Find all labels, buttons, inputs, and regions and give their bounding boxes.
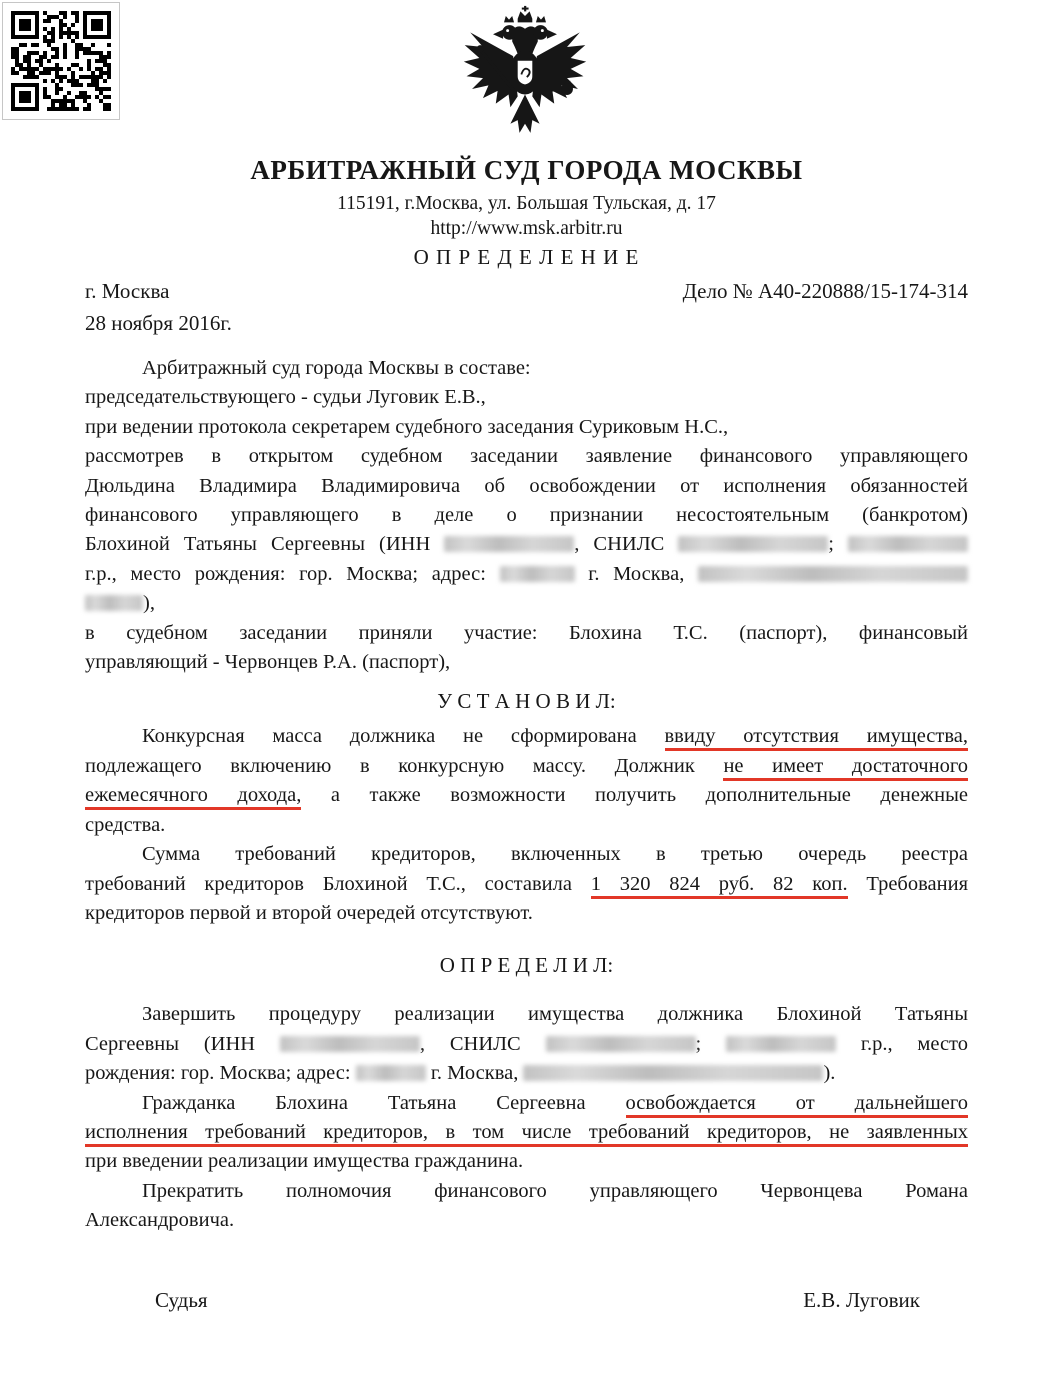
document-type-title: О П Р Е Д Е Л Е Н И Е (413, 245, 640, 269)
text-segment: Прекратить полномочия финансового управляющего Червонцева Романа (142, 1179, 968, 1202)
document-line (85, 472, 968, 501)
judge-name: Е.В. Луговик (803, 1287, 920, 1312)
document-line (85, 752, 968, 781)
document-line (85, 899, 968, 928)
text-segment: а также возможности получить дополнительные денежные (301, 784, 968, 807)
text-segment: Александровича. (85, 1209, 235, 1232)
signature-row (85, 1286, 968, 1314)
redacted-text (848, 536, 968, 552)
redacted-text (356, 1065, 426, 1081)
red-underlined-text: ежемесячного дохода, (85, 784, 301, 810)
red-underlined-text: исполнения требований кредиторов, в том числе требований кредиторов, не заявленных (85, 1121, 968, 1147)
text-segment: г.р., место рождения: гор. Москва; адрес: (85, 562, 500, 585)
document-line (85, 1147, 968, 1176)
court-website: http://www.msk.arbitr.ru (430, 218, 623, 239)
text-segment: ; (828, 533, 849, 556)
text-segment: , СНИЛС (574, 533, 679, 556)
redacted-text (85, 595, 143, 611)
text-segment: финансового управляющего в деле о признании несостоятельным (банкротом) (85, 504, 968, 527)
document-line (85, 1089, 968, 1118)
document-line (85, 354, 968, 383)
document-line (85, 1059, 968, 1088)
text-segment: подлежащего включению в конкурсную массу. Должник (85, 754, 724, 777)
judge-label: Судья (155, 1287, 208, 1312)
opredelil-paragraph (85, 1000, 968, 1235)
text-segment: средства. (85, 813, 166, 836)
document-line (85, 781, 968, 810)
document-line (85, 1206, 968, 1235)
text-segment: рождения: гор. Москва; адрес: (85, 1062, 356, 1085)
text-segment: Сергеевны (ИНН (85, 1032, 280, 1055)
text-segment: при ведении протокола секретарем судебного заседания Суриковым Н.С., (85, 415, 729, 438)
text-segment: Гражданка Блохина Татьяна Сергеевна (142, 1091, 626, 1114)
opredelil-heading: О П Р Е Д Е Л И Л: (439, 953, 614, 978)
text-segment: Завершить процедуру реализации имущества должника Блохиной Татьяны (142, 1003, 968, 1026)
text-segment: г. Москва, (425, 1062, 524, 1085)
document-line (85, 560, 968, 589)
redacted-text (523, 1065, 823, 1081)
text-segment: Конкурсная масса должника не сформирована (142, 725, 665, 748)
russia-coat-of-arms-icon (461, 5, 589, 147)
red-underlined-text: 1 320 824 руб. 82 коп. (591, 873, 848, 899)
document-line (85, 501, 968, 530)
redacted-text (280, 1036, 420, 1052)
meta-row (85, 277, 968, 305)
text-segment: , СНИЛС (419, 1032, 546, 1055)
qr-code-icon (2, 2, 120, 120)
document-line (85, 1118, 968, 1147)
document-line (85, 840, 968, 869)
document-line (85, 383, 968, 412)
text-segment: Сумма требований кредиторов, включенных в третью очередь реестра (142, 843, 968, 866)
text-segment: ), (143, 592, 155, 615)
document-line (85, 530, 968, 559)
text-segment: Дюльдина Владимира Владимировича об освобождении от исполнения обязанностей (85, 474, 968, 497)
ustanovil-paragraph (85, 722, 968, 928)
document-line (85, 442, 968, 471)
document-line (85, 722, 968, 751)
intro-paragraph (85, 354, 968, 677)
text-segment: г. Москва, (574, 562, 698, 585)
red-underlined-text: ввиду отсутствия имущества, (665, 725, 969, 751)
text-segment: ). (823, 1062, 836, 1085)
red-underlined-text: освобождается от дальнейшего (626, 1092, 969, 1118)
text-segment: управляющий - Червонцев Р.А. (паспорт), (85, 651, 451, 674)
document-line (85, 1177, 968, 1206)
text-segment: рассмотрев в открытом судебном заседании заявление финансового управляющего (85, 445, 968, 468)
redacted-text (546, 1036, 696, 1052)
text-segment: Блохиной Татьяны Сергеевны (ИНН (85, 533, 445, 556)
redacted-text (726, 1036, 836, 1052)
redacted-text (678, 536, 828, 552)
text-segment: председательствующего - судьи Луговик Е.В., (85, 386, 486, 409)
document-date: 28 ноября 2016г. (85, 311, 232, 335)
redacted-text (500, 566, 575, 582)
court-name: АРБИТРАЖНЫЙ СУД ГОРОДА МОСКВЫ (250, 155, 803, 185)
document-line (85, 811, 968, 840)
document-line (85, 619, 968, 648)
document-line (85, 648, 968, 677)
document-line (85, 870, 968, 899)
document-line (85, 413, 968, 442)
text-segment: кредиторов первой и второй очередей отсутствуют. (85, 901, 533, 924)
document-line (85, 589, 968, 618)
text-segment: Требования (847, 872, 968, 895)
text-segment: при введении реализации имущества гражданина. (85, 1150, 524, 1173)
case-number: Дело № А40-220888/15-174-314 (682, 279, 968, 303)
redacted-text (698, 566, 968, 582)
text-segment: Арбитражный суд города Москвы в составе: (142, 357, 531, 379)
redacted-text (444, 536, 574, 552)
ustanovil-heading: У С Т А Н О В И Л: (437, 689, 616, 714)
text-segment: в судебном заседании приняли участие: Блохина Т.С. (паспорт), финансовый (85, 621, 968, 644)
document-line (85, 1030, 968, 1059)
document-line (85, 1000, 968, 1029)
court-address: 115191, г.Москва, ул. Большая Тульская, д. 17 (337, 193, 716, 214)
text-segment: г.р., место (836, 1032, 968, 1055)
red-underlined-text: не имеет достаточного (723, 755, 968, 781)
text-segment: требований кредиторов Блохиной Т.С., составила (85, 872, 591, 895)
city-label: г. Москва (85, 279, 170, 303)
text-segment: ; (695, 1032, 727, 1055)
